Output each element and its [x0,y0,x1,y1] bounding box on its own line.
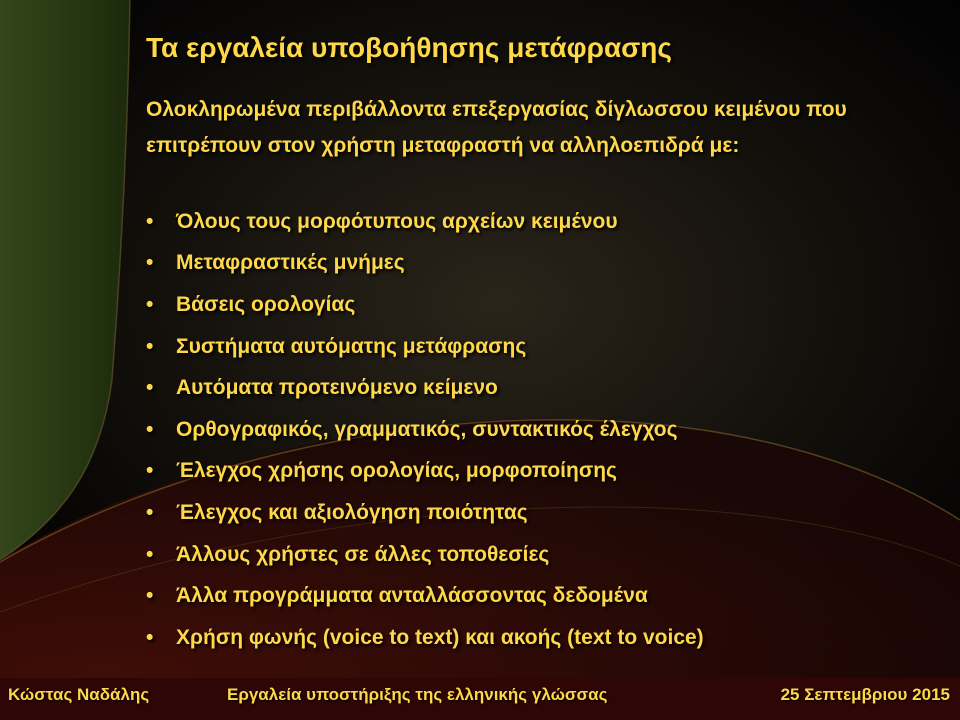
footer-bar [0,678,960,720]
footer-date: 25 Σεπτεμβριου 2015 [780,685,950,704]
list-item-text: Όλους τους μορφότυπους αρχείων κειμένου [176,209,618,233]
list-item [146,617,926,659]
list-item-text: Ορθογραφικός, γραμματικός, συντακτικός έλεγχος [176,417,678,441]
list-item-text: Συστήματα αυτόματης μετάφρασης [176,334,527,358]
left-green-panel [0,0,130,560]
list-item-text: Χρήση φωνής (voice to text) και ακοής (text to voice) [176,625,704,649]
list-item [146,451,926,493]
bullet-icon: • [146,542,154,566]
footer-author: Κώστας Ναδάλης [8,685,150,704]
list-item-text: Βάσεις ορολογίας [176,292,356,316]
list-item [146,575,926,617]
list-item-text: Αυτόματα προτεινόμενο κείμενο [176,376,498,400]
list-item-text: Άλλα προγράμματα ανταλλάσσοντας δεδομένα [176,584,648,608]
bullet-icon: • [146,334,154,358]
list-item [146,409,926,451]
bullet-icon: • [146,500,154,524]
intro-paragraph: Ολοκληρωμένα περιβάλλοντα επεξεργασίας δίγλωσσου κειμένου που επιτρέπουν στον χρήστη μεταφραστή να αλληλοεπιδρά με: [146,98,847,157]
bullet-icon: • [146,459,154,483]
list-item [146,284,926,326]
bullet-icon: • [146,209,154,233]
bullet-list [146,201,926,659]
list-item-text: Έλεγχος χρήσης ορολογίας, μορφοποίησης [176,459,617,483]
list-item [146,243,926,285]
list-item-text: Άλλους χρήστες σε άλλες τοποθεσίες [176,542,550,566]
bullet-icon: • [146,251,154,275]
list-item-text: Μεταφραστικές μνήμες [176,251,405,275]
list-item [146,367,926,409]
list-item [146,492,926,534]
list-item [146,534,926,576]
bullet-icon: • [146,292,154,316]
list-item [146,201,926,243]
slide-title: Τα εργαλεία υποβοήθησης μετάφρασης [146,32,672,63]
footer-topic: Εργαλεία υποστήριξης της ελληνικής γλώσσας [227,685,608,704]
bullet-icon: • [146,584,154,608]
bullet-icon: • [146,417,154,441]
list-item-text: Έλεγχος και αξιολόγηση ποιότητας [176,500,528,524]
list-item [146,326,926,368]
bullet-icon: • [146,625,154,649]
bullet-icon: • [146,376,154,400]
